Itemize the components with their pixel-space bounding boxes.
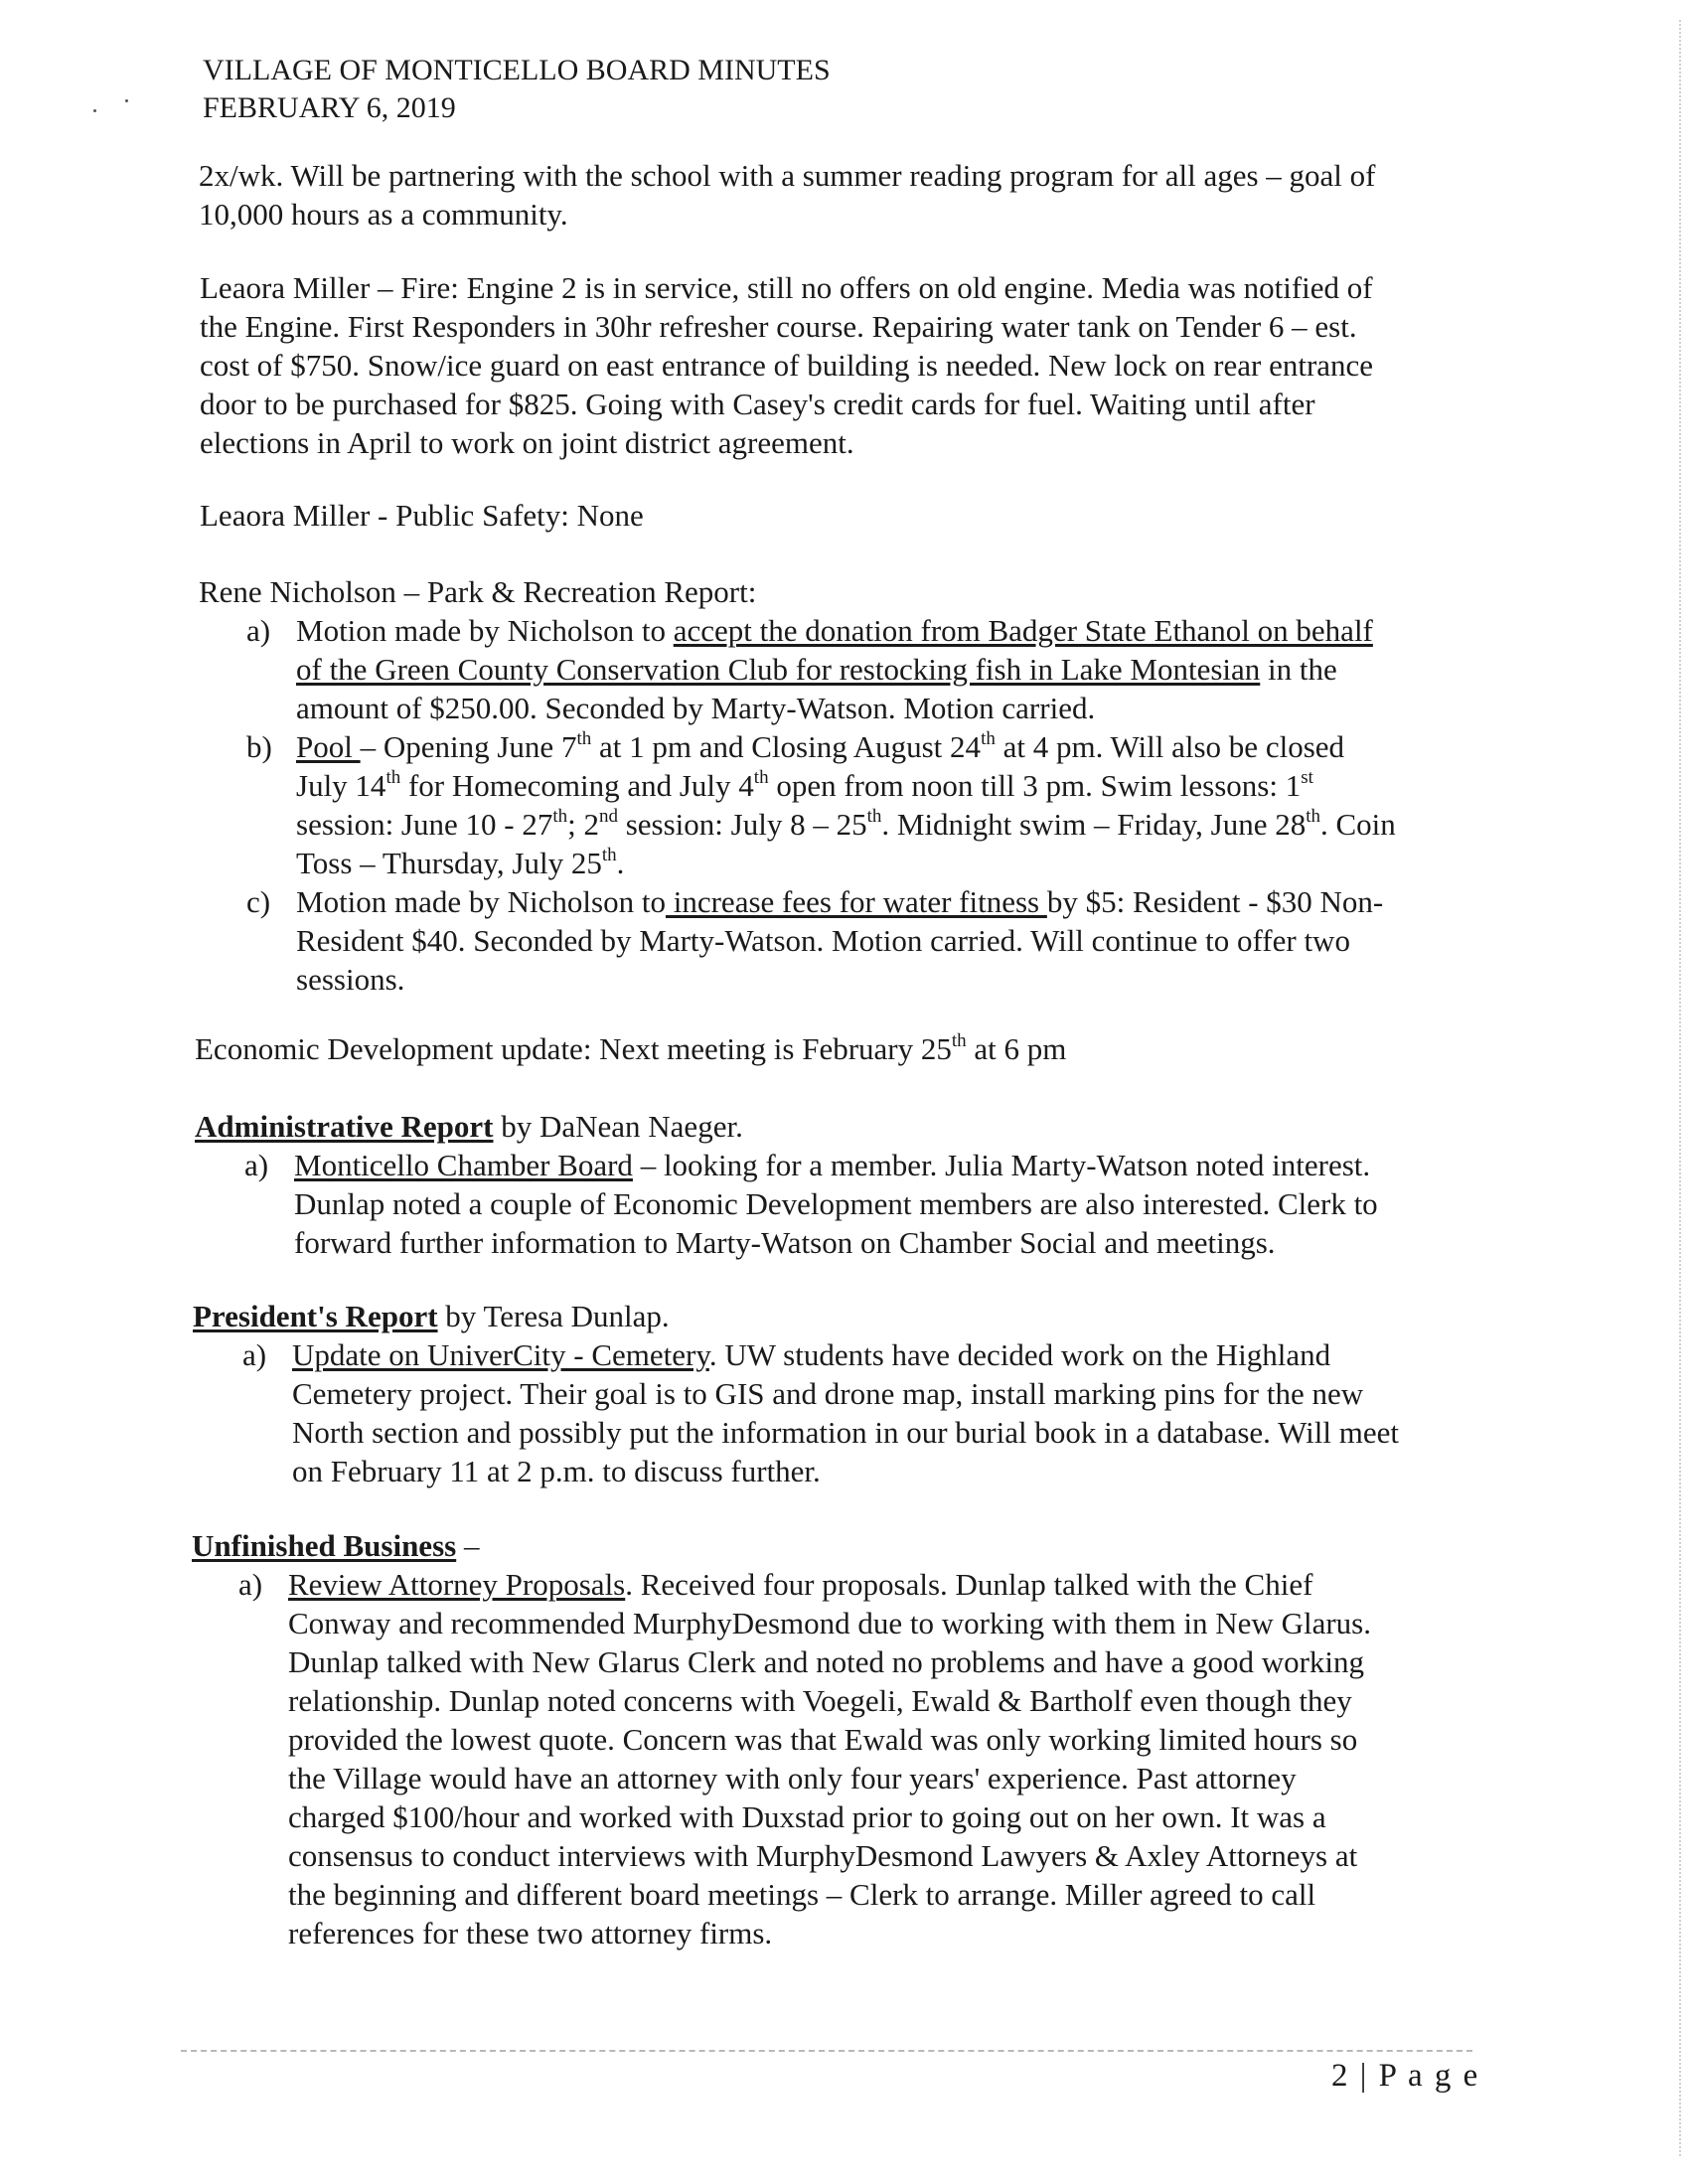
unfinished-business-heading: Unfinished Business – (192, 1528, 480, 1563)
list-marker: a) (242, 1337, 267, 1372)
text-line: door to be purchased for $825. Going with Casey's credit cards for fuel. Waiting until after (200, 387, 1315, 421)
scan-speck (93, 109, 96, 112)
underlined-motion: increase fees for water fitness (665, 884, 1047, 919)
underlined-motion: accept the donation from Badger State Ethanol on behalf (673, 613, 1373, 648)
section-heading: Unfinished Business (192, 1528, 457, 1563)
administrative-report-heading: Administrative Report by DaNean Naeger. (195, 1109, 743, 1144)
fire-report (200, 268, 1501, 462)
park-recreation-list (246, 611, 1518, 999)
scan-edge-mark (1679, 20, 1681, 2156)
presidents-list (242, 1335, 1524, 1490)
underlined-topic: Update on UniverCity - Cemetery (292, 1337, 709, 1372)
list-item: a) Update on UniverCity - Cemetery. UW students have decided work on the Highland Cemetery project. Their goal is to GIS and drone map, install marking pins for the new North section and possibly put the information in our burial book in a database. Will meet on February 11 at 2 p.m. to discuss further. (242, 1337, 1399, 1488)
text-line: cost of $750. Snow/ice guard on east entrance of building is needed. New lock on rear entrance (200, 348, 1374, 383)
scan-speck (125, 99, 128, 102)
footer-divider (181, 2050, 1472, 2052)
public-safety (200, 496, 1501, 535)
list-marker: a) (246, 613, 271, 648)
text-line: Leaora Miller - Public Safety: None (200, 498, 644, 533)
list-marker: c) (246, 884, 271, 919)
economic-development: Economic Development update: Next meeting is February 25th at 6 pm (195, 1029, 1067, 1066)
text-line: 10,000 hours as a community. (199, 197, 568, 232)
underlined-topic: Monticello Chamber Board (294, 1148, 633, 1182)
section-heading: President's Report (193, 1299, 438, 1333)
list-marker: b) (246, 729, 272, 764)
list-marker: a) (244, 1148, 269, 1182)
document-header (203, 52, 831, 127)
park-recreation-heading: Rene Nicholson – Park & Recreation Report: (199, 574, 757, 609)
underlined-topic: Pool (296, 729, 361, 764)
list-item: c) Motion made by Nicholson to increase fees for water fitness by $5: Resident - $30 Non- Resident $40. Seconded by Marty-Watson. Motion carried. Will continue to offer two sessions. (246, 884, 1384, 997)
list-item: b) Pool – Opening June 7th at 1 pm and Closing August 24th at 4 pm. Will also be closed July 14th for Homecoming and July 4th open from noon till 3 pm. Swim lessons: 1st session: June 10 - 27th; 2nd session: July 8 – 25th. Midnight swim – Friday, June 28th. Coin Toss – Thursday, July 25th. (246, 727, 1396, 880)
header-title: VILLAGE OF MONTICELLO BOARD MINUTES (203, 54, 831, 86)
administrative-list (244, 1146, 1516, 1262)
underlined-motion: of the Green County Conservation Club for restocking fish in Lake Montesian (296, 652, 1261, 687)
text-line: Leaora Miller – Fire: Engine 2 is in service, still no offers on old engine. Media was notified of (200, 270, 1373, 305)
text-line: elections in April to work on joint district agreement. (200, 425, 854, 460)
list-marker: a) (238, 1567, 263, 1602)
list-item: a) Motion made by Nicholson to accept the donation from Badger State Ethanol on behalf of the Green County Conservation Club for restocking fish in Lake Montesian in the amount of $250.00. Seconded by Marty-Watson. Motion carried. (246, 613, 1373, 725)
underlined-topic: Review Attorney Proposals (288, 1567, 626, 1602)
library-continuation (199, 156, 1500, 234)
header-date: FEBRUARY 6, 2019 (203, 91, 456, 124)
list-item: a) Review Attorney Proposals. Received four proposals. Dunlap talked with the Chief Conway and recommended MurphyDesmond due to working with them in New Glarus. Dunlap talked with New Glarus Clerk and noted no problems and have a good working relationship. Dunlap noted concerns with Voegeli, Ewald & Bartholf even though they provided the lowest quote. Concern was that Ewald was only working limited hours so the Village would have an attorney with only four years' experience. Past attorney charged $100/hour and worked with Duxstad prior to going out on her own. It was a consensus to conduct interviews with MurphyDesmond Lawyers & Axley Attorneys at the beginning and different board meetings – Clerk to arrange. Miller agreed to call references for these two attorney firms. (238, 1567, 1371, 1950)
text-line: 2x/wk. Will be partnering with the school with a summer reading program for all ages – goal of (199, 158, 1376, 193)
unfinished-list (238, 1565, 1520, 1952)
list-item: a) Monticello Chamber Board – looking for a member. Julia Marty-Watson noted interest. Dunlap noted a couple of Economic Development members are also interested. Clerk to forward further information to Marty-Watson on Chamber Social and meetings. (244, 1148, 1378, 1260)
page-number: 2 | P a g e (1331, 2058, 1480, 2094)
presidents-report-heading: President's Report by Teresa Dunlap. (193, 1299, 670, 1333)
text-line: the Engine. First Responders in 30hr refresher course. Repairing water tank on Tender 6 – est. (200, 309, 1357, 344)
section-heading: Administrative Report (195, 1109, 494, 1144)
